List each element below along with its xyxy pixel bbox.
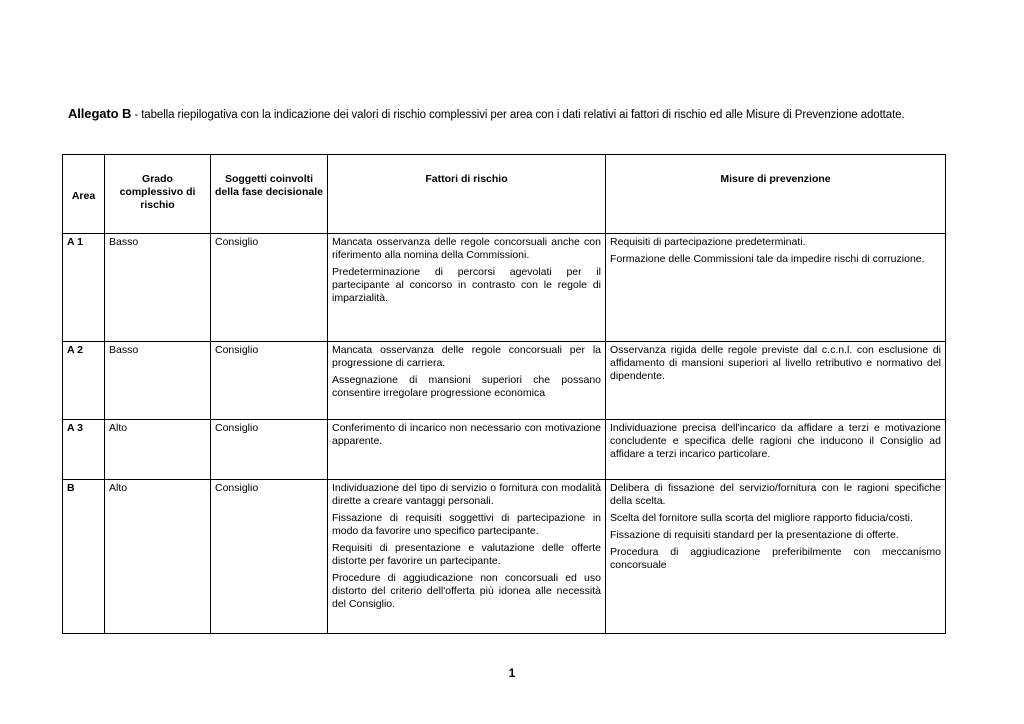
- cell-misure: [606, 342, 946, 420]
- cell-soggetti: Consiglio: [211, 480, 328, 634]
- table-row: [63, 480, 946, 634]
- fattore-item: Procedure di aggiudicazione non concorsuali ed uso distorto del criterio dell'offerta più idonea alle necessità del Consiglio.: [332, 572, 601, 610]
- table-row: [63, 234, 946, 342]
- page-number: 1: [508, 666, 516, 680]
- misura-item: Delibera di fissazione del servizio/fornitura con le ragioni specifiche della scelta.: [610, 482, 941, 507]
- cell-area: B: [63, 480, 105, 634]
- misura-item: Procedura di aggiudicazione preferibilmente con meccanismo concorsuale: [610, 546, 941, 571]
- header-soggetti: Soggetti coinvolti della fase decisionale: [211, 155, 328, 234]
- intro-text: - tabella riepilogativa con la indicazione dei valori di rischio complessivi per area con i dati relativi ai fattori di rischio ed alle Misure di Prevenzione adottate.: [131, 109, 905, 121]
- misura-item: Requisiti di partecipazione predeterminati.: [610, 236, 806, 248]
- risk-summary-table: [62, 154, 946, 634]
- fattore-item: Assegnazione di mansioni superiori che possano consentire irregolare progressione economica: [332, 374, 601, 399]
- header-grado: Grado complessivo di rischio: [105, 155, 211, 234]
- misura-item: Formazione delle Commissioni tale da impedire rischi di corruzione.: [610, 253, 925, 265]
- fattore-item: Individuazione del tipo di servizio o fornitura con modalità dirette a creare vantaggi personali.: [332, 482, 601, 507]
- fattore-item: Conferimento di incarico non necessario con motivazione apparente.: [332, 422, 601, 447]
- cell-soggetti: Consiglio: [211, 234, 328, 342]
- header-misure: Misure di prevenzione: [606, 155, 946, 234]
- intro-paragraph: [68, 106, 944, 123]
- table-header-row: [63, 155, 946, 234]
- fattore-item: Requisiti di presentazione e valutazione delle offerte distorte per favorire un partecipante.: [332, 542, 601, 567]
- cell-grado: Alto: [105, 420, 211, 480]
- cell-misure: [606, 420, 946, 480]
- table-row: [63, 420, 946, 480]
- allegato-label: Allegato B: [68, 106, 132, 121]
- cell-fattori: [328, 234, 606, 342]
- misura-item: Osservanza rigida delle regole previste dal c.c.n.l. con esclusione di affidamento di mansioni superiori al livello retributivo e normativo del dipendente.: [610, 344, 941, 382]
- misura-item: Individuazione precisa dell'incarico da affidare a terzi e motivazione concludente e specifica delle ragioni che inducono il Consiglio ad affidare a terzi incarico particolare.: [610, 422, 941, 460]
- fattore-item: Mancata osservanza delle regole concorsuali per la progressione di carriera.: [332, 344, 601, 369]
- fattore-item: Predeterminazione di percorsi agevolati per il partecipante al concorso in contrasto con le regole di imparzialità.: [332, 266, 601, 304]
- table-row: [63, 342, 946, 420]
- fattore-item: Mancata osservanza delle regole concorsuali anche con riferimento alla nomina della Commissioni.: [332, 236, 601, 261]
- cell-grado: Basso: [105, 342, 211, 420]
- cell-misure: [606, 480, 946, 634]
- cell-fattori: [328, 480, 606, 634]
- misura-item: Fissazione di requisiti standard per la presentazione di offerte.: [610, 529, 899, 541]
- header-fattori: Fattori di rischio: [328, 155, 606, 234]
- cell-area: A 1: [63, 234, 105, 342]
- cell-area: A 3: [63, 420, 105, 480]
- header-area: Area: [63, 155, 105, 234]
- cell-area: A 2: [63, 342, 105, 420]
- cell-grado: Alto: [105, 480, 211, 634]
- cell-grado: Basso: [105, 234, 211, 342]
- cell-fattori: [328, 342, 606, 420]
- cell-misure: [606, 234, 946, 342]
- cell-soggetti: Consiglio: [211, 342, 328, 420]
- misura-item: Scelta del fornitore sulla scorta del migliore rapporto fiducia/costi.: [610, 512, 913, 524]
- cell-soggetti: Consiglio: [211, 420, 328, 480]
- fattore-item: Fissazione di requisiti soggettivi di partecipazione in modo da favorire uno specifico partecipante.: [332, 512, 601, 537]
- cell-fattori: [328, 420, 606, 480]
